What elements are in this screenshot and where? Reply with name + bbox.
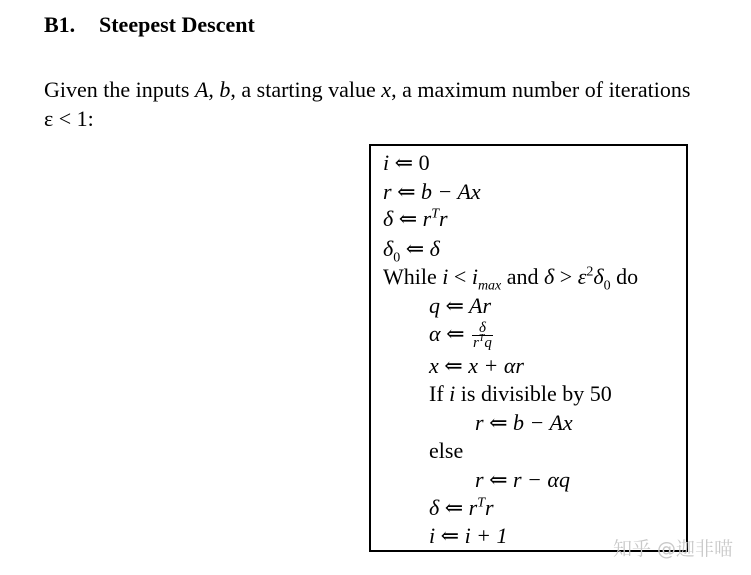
var-A: A — [194, 77, 209, 102]
intro-line-1 — [44, 75, 690, 104]
assign-arrow: ⇐ — [489, 467, 508, 492]
section-heading — [44, 12, 255, 38]
intro-text: Given the inputs — [44, 77, 195, 102]
algo-rhs: δ — [429, 236, 440, 261]
cond-delta0: δ — [593, 264, 604, 289]
algo-rhs: r — [422, 206, 432, 231]
intro-paragraph — [44, 75, 690, 133]
zhihu-watermark: 知乎 @迦非喵 — [612, 538, 733, 560]
intro-text-suffix: , a maximum number of iterations — [391, 77, 691, 102]
algo-rhs: i + 1 — [464, 523, 508, 548]
eps-sup: 2 — [586, 264, 594, 280]
algo-lhs: r — [383, 179, 392, 204]
keyword-and: and — [506, 264, 539, 289]
algo-lhs: α — [429, 321, 441, 346]
cond-delta: δ — [544, 264, 555, 289]
algo-rhs: Ar — [469, 293, 492, 318]
algo-rhs: b − Ax — [513, 410, 573, 435]
algo-lhs: r — [475, 410, 484, 435]
algo-lhs: q — [429, 293, 440, 318]
assign-arrow: ⇐ — [397, 179, 416, 204]
intro-text-mid: , a starting value — [230, 77, 382, 102]
algo-line-q — [429, 293, 491, 319]
if-var-i: i — [449, 381, 456, 406]
assign-arrow: ⇐ — [444, 353, 463, 378]
fraction-denominator — [472, 335, 493, 350]
algo-rhs: x + αr — [468, 353, 524, 378]
intro-sep: , — [208, 77, 220, 102]
algo-line-init-r — [383, 179, 481, 205]
cond-delta0-sub: 0 — [603, 278, 611, 294]
keyword-do: do — [616, 264, 639, 289]
greater-than: > — [559, 264, 573, 289]
algo-lhs: δ — [429, 495, 440, 520]
var-b: b — [219, 77, 231, 102]
algo-lhs: r — [475, 467, 484, 492]
algorithm-box — [369, 144, 688, 552]
algo-line-init-i — [383, 150, 430, 176]
algo-line-alpha — [429, 321, 493, 350]
algo-rhs-tail: r — [439, 206, 448, 231]
transpose-sup: T — [477, 495, 486, 511]
algo-lhs: i — [383, 150, 390, 175]
algo-line-init-delta0 — [383, 236, 440, 266]
algo-line-x — [429, 353, 524, 379]
section-title: Steepest Descent — [99, 12, 255, 37]
assign-arrow: ⇐ — [398, 206, 418, 231]
assign-arrow: ⇐ — [489, 410, 508, 435]
cond-var-i: i — [442, 264, 449, 289]
assign-arrow: ⇐ — [446, 321, 465, 346]
keyword-else: else — [429, 438, 464, 463]
den-base: r — [473, 335, 479, 352]
imax-base: i — [471, 264, 478, 289]
algo-line-while — [383, 264, 639, 294]
algo-rhs: r − αq — [513, 467, 570, 492]
algo-line-if — [429, 381, 612, 407]
algo-line-r-reset — [475, 410, 573, 436]
algo-line-else — [429, 438, 463, 464]
algo-lhs: δ — [383, 206, 394, 231]
algo-line-delta-update — [429, 495, 494, 521]
keyword-while: While — [383, 264, 437, 289]
algo-rhs: r — [468, 495, 478, 520]
algo-lhs-sub: 0 — [393, 250, 401, 266]
algo-lhs: x — [429, 353, 439, 378]
intro-line-2: ε < 1: — [44, 106, 94, 131]
assign-arrow: ⇐ — [394, 150, 414, 175]
assign-arrow: ⇐ — [444, 495, 464, 520]
fraction-numerator: δ — [478, 320, 486, 337]
algo-rhs: b − Ax — [421, 179, 481, 204]
alpha-fraction — [472, 321, 493, 350]
var-x: x — [381, 77, 392, 102]
if-condition-text: is divisible by 50 — [460, 381, 612, 406]
less-than: < — [453, 264, 467, 289]
assign-arrow: ⇐ — [405, 236, 425, 261]
algo-lhs: i — [429, 523, 436, 548]
den-sup: T — [478, 333, 485, 345]
algo-line-r-update — [475, 467, 570, 493]
keyword-if: If — [429, 381, 444, 406]
assign-arrow: ⇐ — [440, 523, 460, 548]
section-number: B1. — [44, 12, 76, 37]
algo-line-i-increment — [429, 523, 508, 549]
assign-arrow: ⇐ — [445, 293, 464, 318]
algo-rhs: 0 — [418, 150, 430, 175]
den-tail: q — [484, 335, 492, 352]
algo-rhs-tail: r — [485, 495, 494, 520]
algo-lhs: δ — [383, 236, 394, 261]
transpose-sup: T — [431, 206, 440, 222]
imax-sub: max — [477, 278, 502, 294]
cond-eps: ε — [577, 264, 587, 289]
algo-line-init-delta — [383, 206, 448, 232]
